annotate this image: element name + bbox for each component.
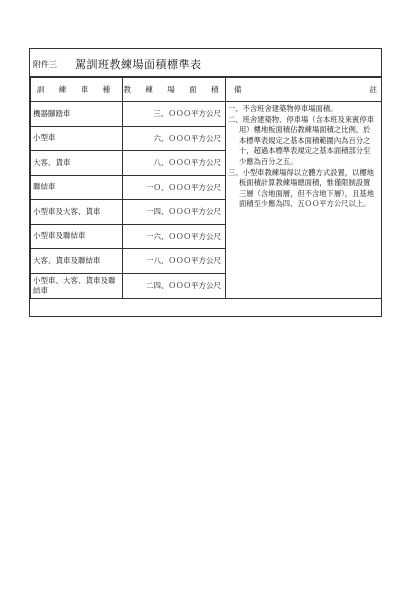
column-header-vehicle: 訓 練 車 種 — [31, 78, 123, 102]
area-cell: 一八、ＯＯＯ平方公尺 — [123, 249, 226, 274]
vehicle-cell: 大客、貨車 — [31, 151, 123, 176]
table-header-row — [31, 78, 382, 102]
title-row — [30, 49, 381, 77]
note-item: 一、不含班舍建築物停車場面積。 — [228, 104, 338, 113]
notes-cell — [226, 102, 382, 299]
area-cell: 一Ｏ、ＯＯＯ平方公尺 — [123, 175, 226, 200]
area-cell: 三、ＯＯＯ平方公尺 — [123, 102, 226, 127]
vehicle-cell: 小型車及聯結車 — [31, 224, 123, 249]
table-row — [31, 102, 382, 127]
vehicle-cell: 小型車、大客、貨車及聯結車 — [31, 273, 123, 298]
area-cell: 八、ＯＯＯ平方公尺 — [123, 151, 226, 176]
vehicle-cell: 大客、貨車及聯結車 — [31, 249, 123, 274]
area-cell: 二四、ＯＯＯ平方公尺 — [123, 273, 226, 298]
column-header-area: 教 練 場 面 積 — [123, 78, 226, 102]
area-cell: 一四、ＯＯＯ平方公尺 — [123, 200, 226, 225]
vehicle-cell: 聯結車 — [31, 175, 123, 200]
note-item: 三、小型車教練場得以立體方式設置，以樓地板面積計算教練場總面積，惟僅限制設置三層（含地面層，但不含地下層），且基地面積至少應為四、五ＯＯ平方公尺以上。 — [228, 167, 374, 209]
standards-table-sheet — [29, 48, 382, 317]
page-title: 駕訓班教練場面積標準表 — [75, 58, 202, 71]
area-cell: 一六、ＯＯＯ平方公尺 — [123, 224, 226, 249]
vehicle-cell: 小型車及大客、貨車 — [31, 200, 123, 225]
column-header-notes: 備 註 — [226, 78, 382, 102]
area-cell: 六、ＯＯＯ平方公尺 — [123, 126, 226, 151]
note-item: 二、班舍建築物、停車場（含本班及來賓停車用）樓地板面積佔教練場面積之比例，於本標準表規定之基本面積範圍內為百分之十，超過本標準表規定之基本面積部分至少應為百分之五。 — [228, 114, 374, 166]
attachment-label: 附件三 — [33, 60, 57, 69]
area-standards-table — [30, 77, 382, 299]
vehicle-cell: 機器腳踏車 — [31, 102, 123, 127]
vehicle-cell: 小型車 — [31, 126, 123, 151]
